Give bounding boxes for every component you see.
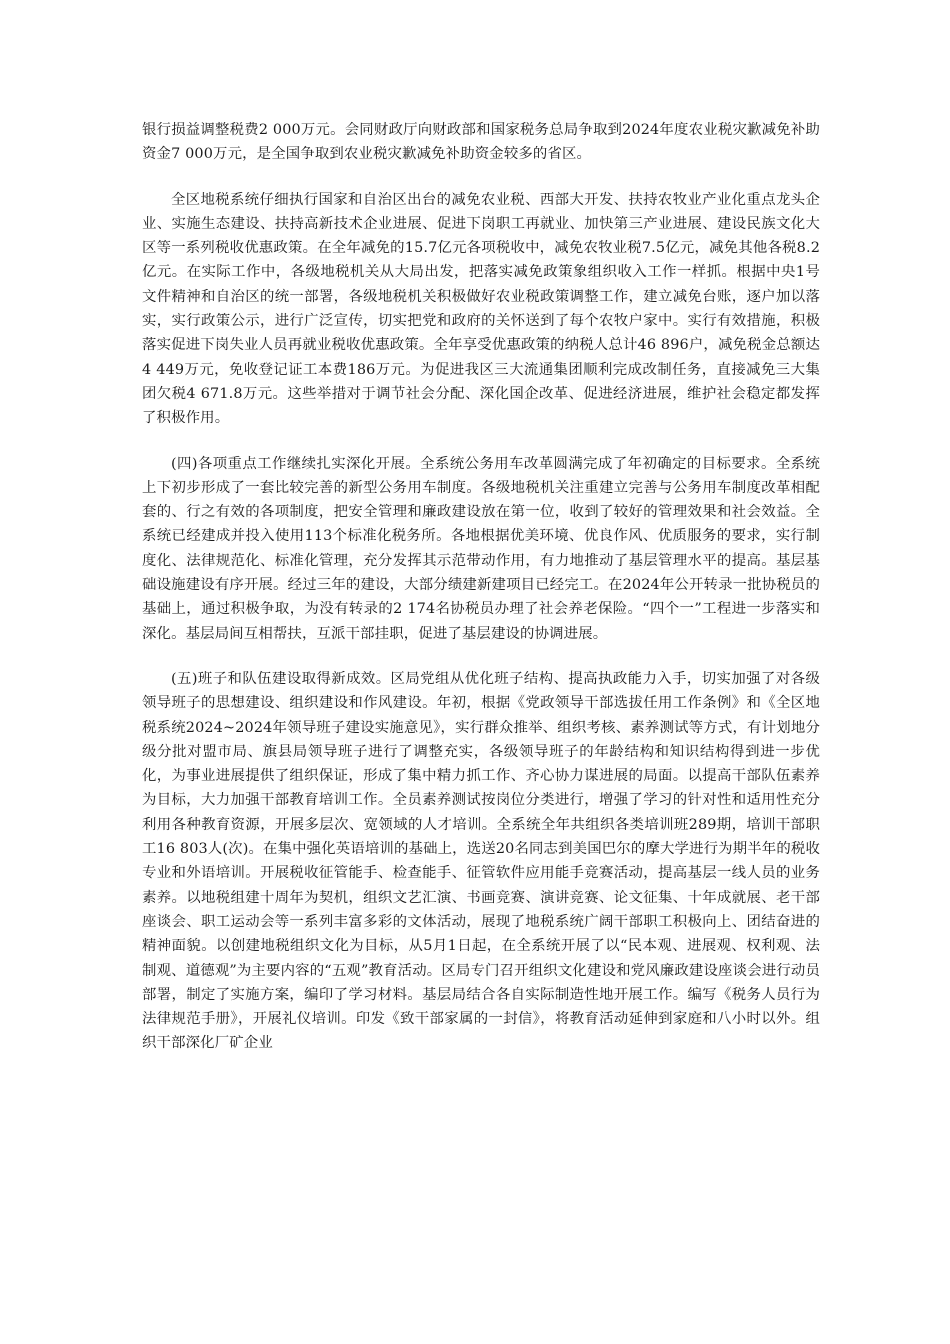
paragraph-team-building: (五)班子和队伍建设取得新成效。区局党组从优化班子结构、提高执政能力入手，切实加强了对各级领导班子的思想建设、组织建设和作风建设。年初，根据《党政领导干部选拔任用工作条例》和《全区地税系统2024~2024年领导班子建设实施意见》，实行群众推举、组织考核、素养测试等方式，有计划地分级分批对盟市局、旗县局领导班子进行了调整充实，各级领导班子的年龄结构和知识结构得到进一步优化，为事业进展提供了组织保证，形成了集中精力抓工作、齐心协力谋进展的局面。以提高干部队伍素养为目标，大力加强干部教育培训工作。全员素养测试按岗位分类进行，增强了学习的针对性和适用性充分利用各种教育资源，开展多层次、宽领域的人才培训。全系统全年共组织各类培训班289期，培训干部职工16 803人(次)。在集中强化英语培训的基础上，选送20名同志到美国巴尔的摩大学进行为期半年的税收专业和外语培训。开展税收征管能手、检查能手、征管软件应用能手竞赛活动，提高基层一线人员的业务素养。以地税组建十周年为契机，组织文艺汇演、书画竞赛、演讲竞赛、论文征集、十年成就展、老干部座谈会、职工运动会等一系列丰富多彩的文体活动，展现了地税系统广阔干部职工积极向上、团结奋进的精神面貌。以创建地税组织文化为目标，从5月1日起，在全系统开展了以“民本观、进展观、权利观、法制观、道德观”为主要内容的“五观”教育活动。区局专门召开组织文化建设和党风廉政建设座谈会进行动员部署，制定了实施方案，编印了学习材料。基层局结合各自实际制造性地开展工作。编写《税务人员行为法律规范手册》，开展礼仪培训。印发《致干部家属的一封信》，将教育活动延伸到家庭和八小时以外。组织干部深化厂矿企业 bbox=[142, 670, 820, 1052]
paragraph-key-work-deepening: (四)各项重点工作继续扎实深化开展。全系统公务用车改革圆满完成了年初确定的目标要求。全系统上下初步形成了一套比较完善的新型公务用车制度。各级地税机关注重建立完善与公务用车制度改革相配套的、行之有效的各项制度，把安全管理和廉政建设放在第一位，收到了较好的管理效果和社会效益。全系统已经建成并投入使用113个标准化税务所。各地根据优美环境、优良作风、优质服务的要求，实行制度化、法律规范化、标准化管理，充分发挥其示范带动作用，有力地推动了基层管理水平的提高。基层基础设施建设有序开展。经过三年的建设，大部分绩建新建项目已经完工。在2024年公开转录一批协税员的基础上，通过积极争取，为没有转录的2 174名协税员办理了社会养老保险。“四个一”工程进一步落实和深化。基层局间互相帮扶，互派干部挂职，促进了基层建设的协调进展。 bbox=[142, 455, 820, 642]
paragraph-tax-relief-policies: 全区地税系统仔细执行国家和自治区出台的减免农业税、西部大开发、扶持农牧业产业化重点龙头企业、实施生态建设、扶持高新技术企业进展、促进下岗职工再就业、加快第三产业进展、建设民族文化大区等一系列税收优惠政策。在全年减免的15.7亿元各项税收中，减免农牧业税7.5亿元，减免其他各税8.2亿元。在实际工作中，各级地税机关从大局出发，把落实减免政策象组织收入工作一样抓。根据中央1号文件精神和自治区的统一部署，各级地税机关积极做好农业税政策调整工作，建立减免台账，逐户加以落实，实行政策公示，进行广泛宣传，切实把党和政府的关怀送到了每个农牧户家中。实行有效措施，积极落实促进下岗失业人员再就业税收优惠政策。全年享受优惠政策的纳税人总计46 896户，减免税金总额达4 449万元，免收登记证工本费186万元。为促进我区三大流通集团顺利完成改制任务，直接减免三大集团欠税4 671.8万元。这些举措对于调节社会分配、深化国企改革、促进经济进展，维护社会稳定都发挥了积极作用。 bbox=[142, 191, 820, 427]
paragraph-bank-profit-tax: 银行损益调整税费2 000万元。会同财政厅向财政部和国家税务总局争取到2024年度农业税灾歉减免补助资金7 000万元，是全国争取到农业税灾歉减免补助资金较多的省区。 bbox=[142, 122, 820, 163]
document-body bbox=[142, 118, 820, 1077]
